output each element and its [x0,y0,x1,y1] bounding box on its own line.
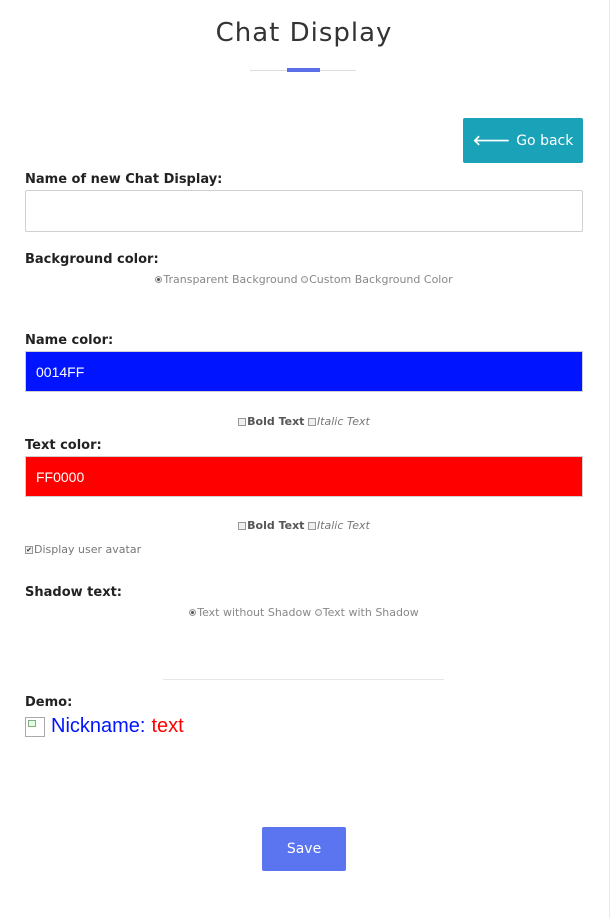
bold-text-label: Bold Text [247,415,305,428]
arrow-left-icon: 🡐 [472,133,511,149]
radio-icon[interactable] [155,276,162,283]
text-color-label: Text color: [25,438,102,453]
checkbox-icon[interactable] [238,522,246,530]
text-color-input[interactable] [25,456,583,497]
italic-text-label: Italic Text [316,415,370,428]
italic-text-label: Italic Text [316,519,370,532]
shadow-text-label: Shadow text: [25,585,122,600]
background-color-label: Background color: [25,252,159,267]
text-color-value: FF0000 [36,468,85,485]
go-back-button[interactable] [463,118,583,163]
text-italic-option[interactable] [308,519,370,532]
go-back-label: Go back [516,132,574,149]
name-color-input[interactable] [25,351,583,392]
background-option-custom[interactable] [301,273,452,286]
checkbox-icon[interactable] [308,522,316,530]
background-option-label: Custom Background Color [309,273,453,286]
name-input[interactable] [25,190,583,232]
broken-image-icon [25,717,45,737]
display-avatar-label: Display user avatar [34,543,142,556]
demo-label: Demo: [25,695,73,710]
background-option-label: Transparent Background [163,273,298,286]
title-accent-bar [287,68,320,72]
background-option-transparent[interactable] [155,273,297,286]
name-color-label: Name color: [25,333,114,348]
name-field-label: Name of new Chat Display: [25,172,223,187]
shadow-option-label: Text without Shadow [197,606,312,619]
display-avatar-option[interactable] [25,543,141,556]
shadow-option-label: Text with Shadow [322,606,419,619]
text-bold-option[interactable] [238,519,304,532]
text-style-options [0,519,608,533]
demo-text: text [151,715,184,737]
shadow-options [0,606,608,619]
save-button[interactable]: Save [262,827,346,871]
demo-nickname: Nickname: [51,715,146,737]
name-style-options [0,415,608,429]
divider [163,679,444,680]
name-color-value: 0014FF [36,363,85,380]
shadow-option-none[interactable] [189,606,311,619]
demo-preview [25,715,184,738]
bold-text-label: Bold Text [247,519,305,532]
name-italic-option[interactable] [308,415,370,428]
checkbox-checked-icon[interactable]: ✔ [26,545,32,554]
page-title: Chat Display [215,18,393,48]
radio-icon[interactable] [315,609,322,616]
checkbox-icon[interactable] [238,418,246,426]
checkbox-icon[interactable] [308,418,316,426]
radio-icon[interactable] [301,276,308,283]
radio-icon[interactable] [189,609,196,616]
background-options [0,273,608,286]
name-bold-option[interactable] [238,415,304,428]
shadow-option-with[interactable] [315,606,419,619]
